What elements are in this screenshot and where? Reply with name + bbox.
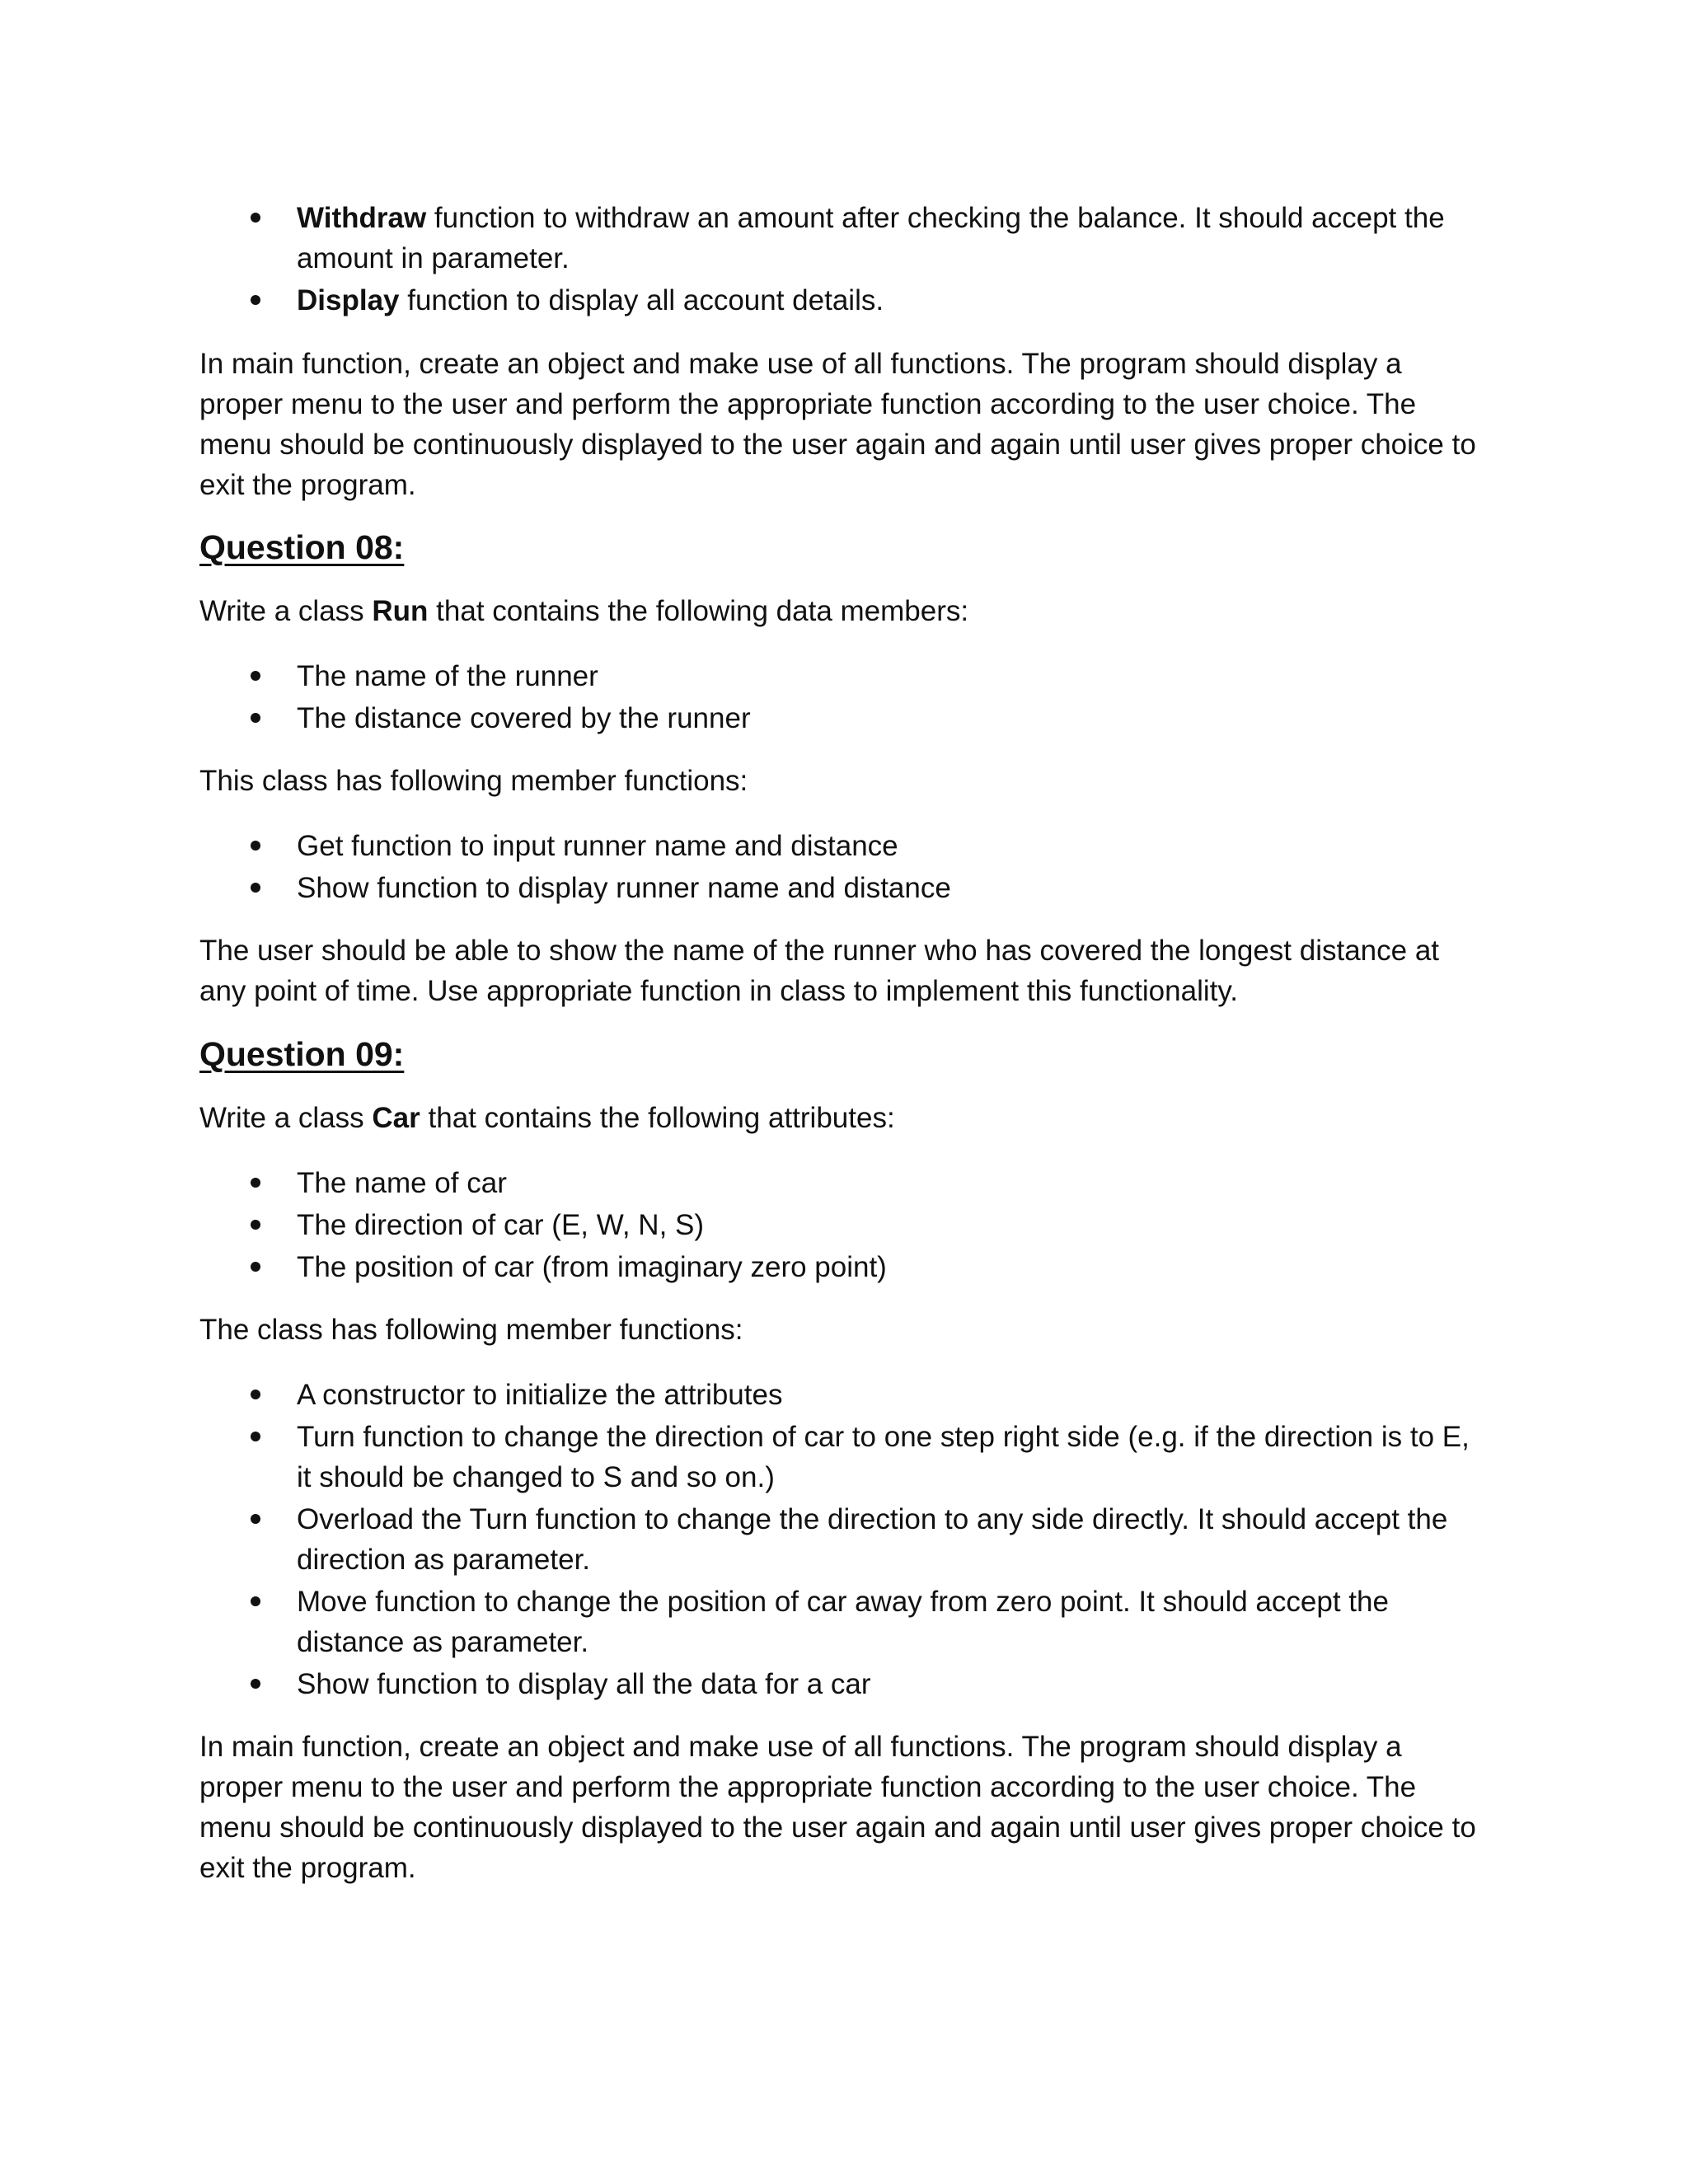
intro-text: Write a class (199, 595, 373, 627)
main-function-paragraph-2: In main function, create an object and make use of all functions. The program should display a proper menu to the user and perform the appropriate function according to the user choice. The menu should be continuously displayed to the user again and again until user gives proper choice to exit the program. (199, 1731, 1476, 1884)
function-description: function to withdraw an amount after checking the balance. It should accept the amount in parameter. (297, 202, 1445, 274)
question-08-heading: Question 08: (199, 528, 405, 566)
car-functions-list (199, 1375, 1485, 1704)
account-functions-list (199, 198, 1485, 321)
car-functions-intro: The class has following member functions: (199, 1314, 743, 1346)
question-08-intro (199, 591, 1485, 631)
list-item (199, 198, 1485, 279)
function-description: function to display all account details. (399, 284, 884, 316)
run-data-members-list (199, 656, 1485, 738)
main-function-paragraph: In main function, create an object and make use of all functions. The program should display a proper menu to the user and perform the appropriate function according to the user choice. The menu should be continuously displayed to the user again and again until user gives proper choice to exit the program. (199, 348, 1476, 501)
list-item: The name of car (199, 1163, 1485, 1203)
car-attributes-list (199, 1163, 1485, 1287)
intro-text: that contains the following data members: (428, 595, 969, 627)
list-item: The position of car (from imaginary zero point) (199, 1247, 1485, 1287)
list-item: Overload the Turn function to change the direction to any side directly. It should accept the direction as parameter. (199, 1499, 1485, 1580)
list-item: Move function to change the position of car away from zero point. It should accept the distance as parameter. (199, 1582, 1485, 1662)
question-09-heading: Question 09: (199, 1035, 405, 1073)
class-name: Run (372, 595, 429, 627)
run-functions-list (199, 826, 1485, 908)
question-09-intro (199, 1098, 1485, 1138)
list-item: The distance covered by the runner (199, 698, 1485, 738)
list-item: The direction of car (E, W, N, S) (199, 1205, 1485, 1245)
run-functions-intro: This class has following member functions: (199, 765, 748, 797)
longest-distance-paragraph: The user should be able to show the name of the runner who has covered the longest distance at any point of time. Use appropriate function in class to implement this functionality. (199, 935, 1440, 1007)
intro-text: Write a class (199, 1102, 373, 1134)
class-name: Car (372, 1102, 420, 1134)
function-name: Display (297, 284, 400, 316)
list-item: The name of the runner (199, 656, 1485, 696)
intro-text: that contains the following attributes: (420, 1102, 895, 1134)
list-item: Show function to display all the data for a car (199, 1664, 1485, 1704)
function-name: Withdraw (297, 202, 427, 234)
list-item: A constructor to initialize the attributes (199, 1375, 1485, 1415)
document-page (199, 198, 1485, 1888)
list-item: Show function to display runner name and distance (199, 868, 1485, 908)
list-item (199, 280, 1485, 321)
list-item: Turn function to change the direction of car to one step right side (e.g. if the direction is to E, it should be changed to S and so on.) (199, 1417, 1485, 1497)
list-item: Get function to input runner name and distance (199, 826, 1485, 866)
